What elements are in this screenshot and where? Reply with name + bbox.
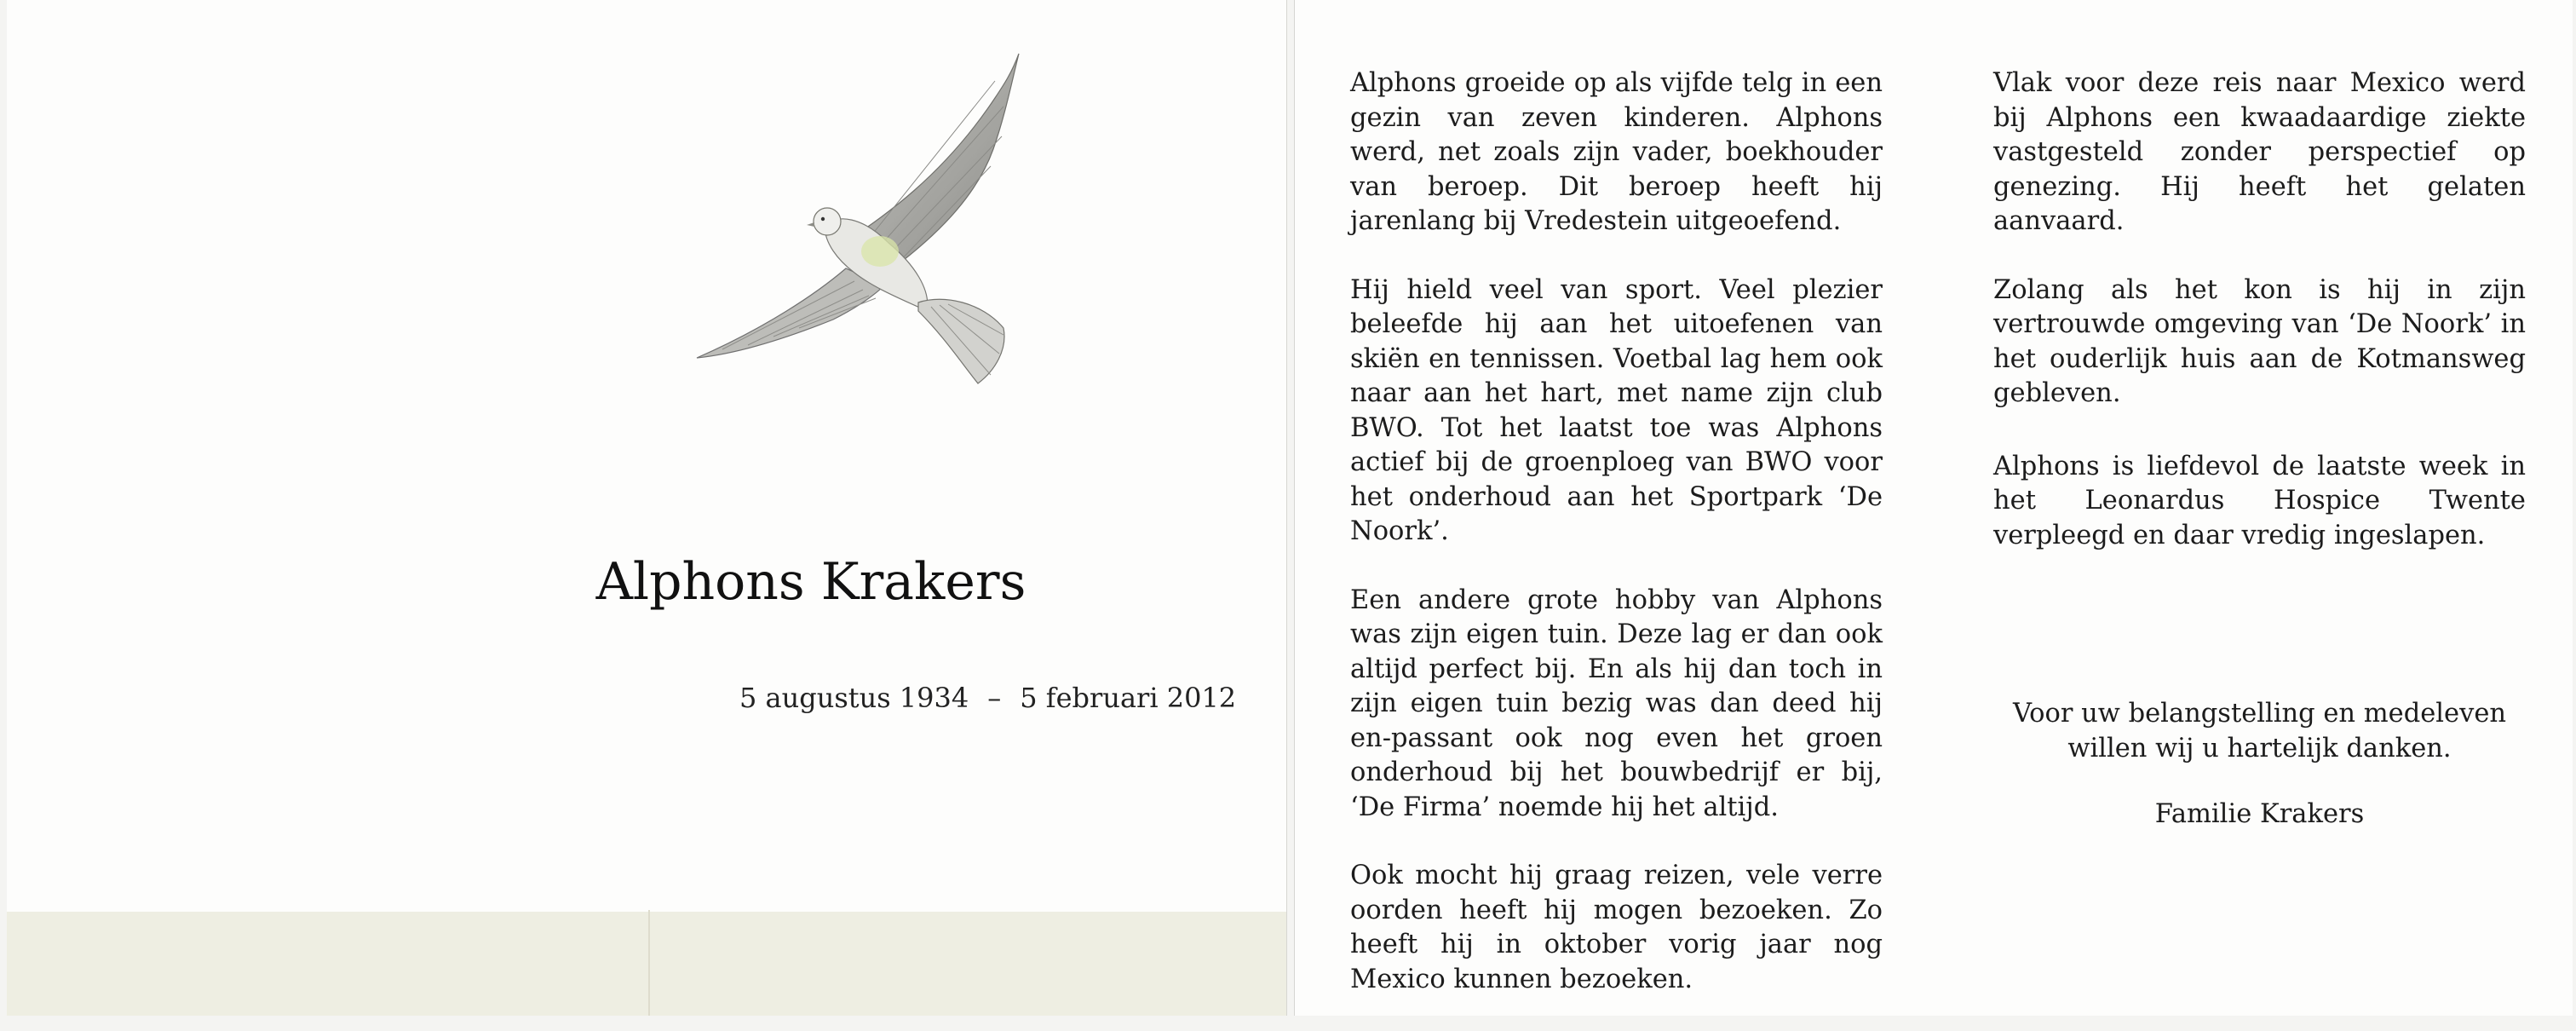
paragraph-illness: Vlak voor deze reis naar Mexico werd bij Alphons een kwaadaardige ziekte vastgesteld zonder perspectief op genezing. Hij heeft het gelaten aanvaard. [1993, 68, 2526, 236]
card-inside [1294, 0, 2573, 1016]
text-column-left [1350, 66, 1883, 1031]
paragraph-hospice: Alphons is liefdevol de laatste week in het Leonardus Hospice Twente verpleegd en daar vredig ingeslapen. [1993, 451, 2526, 550]
deceased-name: Alphons Krakers [595, 552, 1026, 612]
life-dates [739, 682, 1236, 714]
paragraph-travel: Ook mocht hij graag reizen, vele verre oorden heeft hij mogen bezoeken. Zo heeft hij in oktober vorig jaar nog Mexico kunnen bezoeken. [1350, 861, 1883, 994]
family-signature: Familie Krakers [2154, 799, 2365, 829]
thanks-line-1: Voor uw belangstelling en medeleven [2012, 699, 2507, 729]
paragraph-home: Zolang als het kon is hij in zijn vertrouwde omgeving van ‘De Noork’ in het ouderlijk huis aan de Kotmansweg gebleven. [1993, 274, 2526, 408]
thanks-line-2: willen wij u hartelijk danken. [2067, 733, 2452, 763]
date-separator: – [987, 682, 1002, 714]
paragraph-sport: Hij hield veel van sport. Veel plezier beleefde hij aan het uitoefenen van skiën en tennissen. Voetbal lag hem ook naar aan het hart, met name zijn club BWO. Tot het laatst toe was Alphons actief bij de groenploeg van BWO voor het onderhoud aan het Sportpark ‘De Noork’. [1350, 274, 1883, 546]
paragraph-youth-career: Alphons groeide op als vijfde telg in een gezin van zeven kinderen. Alphons werd, net zoals zijn vader, boekhouder van beroep. Dit beroep heeft hij jarenlang bij Vredestein uitgeoefend. [1350, 68, 1883, 236]
dove-illustration [688, 47, 1097, 405]
death-date: 5 februari 2012 [1020, 682, 1237, 714]
birth-date: 5 augustus 1934 [739, 682, 969, 714]
card-fold-line [648, 910, 650, 1016]
card-front [7, 0, 1287, 1016]
thanks-message [1993, 697, 2526, 766]
card-bottom-strip [7, 912, 1286, 1016]
paragraph-garden: Een andere grote hobby van Alphons was zijn eigen tuin. Deze lag er dan ook altijd perfect bij. En als hij dan toch in zijn eigen tuin bezig was dan deed hij en-passant ook nog even het groen onderhoud bij het bouwbedrijf er bij, ‘De Firma’ noemde hij het altijd. [1350, 585, 1883, 822]
text-column-right [1993, 66, 2526, 587]
